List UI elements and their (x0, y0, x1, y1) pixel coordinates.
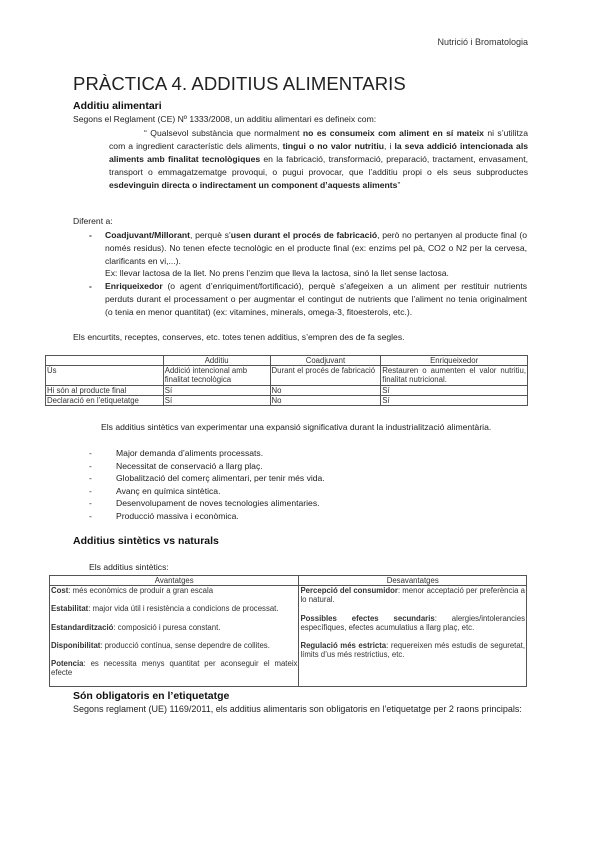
table-cell: Durant el procés de fabricació (270, 366, 381, 385)
list-dash: - (89, 510, 92, 521)
bullet-example: Ex: llevar lactosa de la llet. No prens l’enzim que lleva la lactosa, sinó la llet sense lactosa. (105, 268, 449, 278)
list-item-text: Avanç en química sintètica. (116, 485, 221, 496)
bullet-dash: - (89, 281, 92, 291)
list-item (89, 510, 509, 523)
list-item-text: Desenvolupament de noves tecnologies alimentaries. (116, 498, 320, 509)
table-row (50, 586, 527, 687)
entry (51, 586, 297, 595)
entry (300, 641, 525, 659)
list-dash: - (89, 498, 92, 509)
entry-key: Estabilitat (51, 604, 89, 614)
etiquetatge-paragraph: Segons reglament (UE) 1169/2011, els additius alimentaris son obligatoris en l’etiquetatge per 2 raons principals: (73, 704, 522, 714)
entry (51, 623, 297, 632)
text-run: , i (384, 141, 395, 151)
list-item (89, 472, 509, 485)
entry (300, 586, 525, 604)
running-header: Nutrició i Bromatologia (437, 37, 528, 47)
table-row (46, 395, 528, 405)
entry-key: Regulació més estricta (300, 641, 387, 651)
bullet-enriqueixedor (89, 280, 527, 332)
bold-run: esdevinguin directa o indirectament un component d’aquests aliments (109, 180, 398, 190)
table-cell: Sí (381, 395, 528, 405)
text-run: “ Qualsevol substància que normalment (144, 128, 303, 138)
entry (51, 641, 297, 650)
text-run: ” (397, 180, 401, 190)
table-row (46, 366, 528, 385)
expansion-factors-list (89, 447, 509, 523)
text-run: (o agent d’enriquiment/fortificació), perquè s’afegeixen a un aliment per restituir nutrients perduts durant el processament o per augmentar el contingut de nutrients que l’aliment no tenia originalment (o tenia en menor quantitat) (ex: vitamines, minerals, omega-3, fitoesterols, etc.). (105, 281, 527, 317)
table-header-cell: Desavantatges (299, 576, 527, 586)
encurtits-paragraph: Els encurtits, receptes, conserves, etc. totes tenen additius, s’empren des de fa segles. (73, 332, 405, 342)
section-heading-etiquetatge: Són obligatoris en l’etiquetatge (73, 690, 230, 702)
table-cell: Declaració en l’etiquetatge (46, 395, 164, 405)
list-item-text: Necessitat de conservació a llarg plaç. (116, 460, 263, 471)
bold-run: la seva addició intencionada als aliments amb finalitat tecnològiques (109, 141, 528, 164)
bold-run: Enriqueixedor (105, 281, 163, 291)
bold-run: usen durant el procés de fabricació (230, 230, 378, 240)
list-item-text: Producció massiva i econòmica. (116, 510, 239, 521)
pros-cons-table (49, 575, 527, 687)
page-title: PRÀCTICA 4. ADDITIUS ALIMENTARIS (73, 73, 406, 94)
sintetics-intro: Els additius sintètics: (89, 562, 169, 572)
bullet-text (105, 280, 527, 319)
entry-value: : composició i puresa constant. (113, 622, 221, 632)
comparison-table (45, 355, 528, 406)
list-item (89, 447, 509, 460)
list-dash: - (89, 473, 92, 484)
entry-key: Potencia (51, 659, 84, 669)
list-dash: - (89, 485, 92, 496)
table-cell: No (270, 395, 381, 405)
table-cell: Sí (381, 385, 528, 395)
section-heading-additiu: Additiu alimentari (73, 100, 162, 112)
list-item-text: Major demanda d’aliments processats. (116, 448, 264, 458)
advantages-cell (50, 586, 299, 687)
table-header-cell: Avantatges (50, 576, 299, 586)
list-dash: - (89, 448, 92, 458)
text-run: en la fabricació, transformació, preparació, tractament, envasament, transport o emmagatzematge provoqui, o pugui provocar, que l’additiu propi o els seus subproductes (109, 154, 528, 177)
entry-key: Estandardització (51, 622, 114, 632)
list-item (89, 485, 509, 498)
entry-value: : producció contínua, sense dependre de collites. (100, 640, 270, 650)
table-header-row (46, 356, 528, 366)
table-header-row (50, 576, 527, 586)
bold-run: tingui o no valor nutritiu (282, 141, 385, 151)
entry (51, 659, 297, 677)
synthetic-intro: Els additius sintètics van experimentar una expansió significativa durant la industrialització alimentària. (101, 422, 492, 432)
table-cell: Sí (163, 395, 270, 405)
entry (300, 614, 525, 632)
entry-value: : alergies/intolerancies específiques, efectes acumulatius a llarg plaç, etc. (300, 613, 526, 632)
diferent-label: Diferent a: (73, 216, 113, 226)
table-header-cell: Coadjuvant (270, 356, 381, 366)
table-cell: Restauren o aumenten el valor nutritiu, finalitat nutricional. (382, 366, 526, 385)
list-item (89, 497, 509, 510)
text-run: , però no pertanyen al producte final (o només residus). No tenen efecte tecnològic en el producte final (ex: enzims pel pà, CO2 o N2 per la cervesa, clarificants en vi,...). (105, 230, 527, 266)
entry-value: : major vida útil i resistència a condicions de processat. (88, 604, 279, 614)
table-header-cell (46, 356, 164, 366)
bold-run: no es consumeix com aliment en sí mateix (302, 128, 484, 138)
bullet-dash: - (89, 230, 92, 240)
text-run: , perquè s’ (190, 230, 231, 240)
list-item (89, 460, 509, 473)
table-cell: No (270, 385, 381, 395)
table-cell: Addició intencional amb finalitat tecnològica (163, 366, 270, 385)
entry-key: Disponibilitat (51, 640, 101, 650)
table-row (46, 385, 528, 395)
table-header-cell: Enriqueixedor (381, 356, 528, 366)
entry-value: : més econòmics de produir a gran escala (68, 586, 214, 596)
entry-value: : es necessita menys quantitat per aconseguir el mateix efecte (51, 659, 298, 678)
entry-key: Percepció del consumidor (300, 586, 398, 596)
table-cell: Ús (46, 366, 164, 385)
bold-run: Coadjuvant/Millorant (105, 230, 190, 240)
entry (51, 604, 297, 613)
definition-quote (109, 127, 528, 192)
text-run: ni s’utilitza com a ingredient característic dels aliments, (109, 128, 528, 151)
disadvantages-cell (299, 586, 527, 687)
entry-key: Possibles efectes secundaris (300, 613, 435, 623)
table-header-cell: Additiu (163, 356, 270, 366)
table-cell: Hi són al producte final (46, 385, 164, 395)
section-heading-sintetics: Additius sintètics vs naturals (73, 535, 219, 547)
list-item-text: Globalització del comerç alimentari, per tenir més vida. (116, 473, 325, 484)
list-dash: - (89, 460, 92, 471)
entry-value: : menor acceptació per preferència a lo natural. (300, 586, 525, 605)
intro-paragraph: Segons el Reglament (CE) Nº 1333/2008, un additiu alimentari es defineix com: (73, 114, 377, 124)
bullet-text (105, 229, 527, 268)
entry-key: Cost (51, 586, 69, 596)
entry-value: : requereixen més estudis de seguretat, límits d’us més restrictius, etc. (300, 641, 525, 660)
table-cell: Sí (163, 385, 270, 395)
